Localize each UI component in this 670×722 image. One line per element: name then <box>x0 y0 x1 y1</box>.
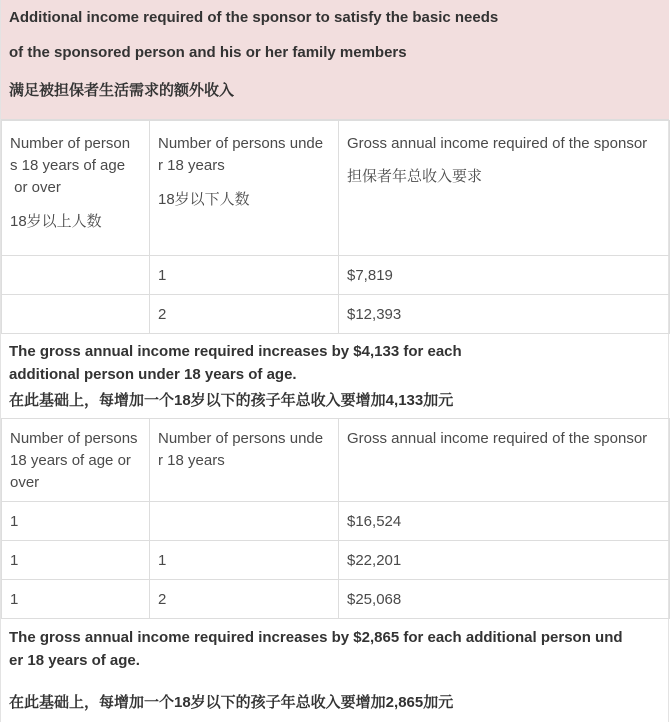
col-header-chinese: 18岁以下人数 <box>158 191 250 208</box>
table-row <box>2 502 670 541</box>
col-header-text: Gross annual income required of the sponsor <box>347 430 648 447</box>
cell-adults: 1 <box>2 580 150 619</box>
cell-income: $16,524 <box>339 502 670 541</box>
col-header-text: Number of persons unde <box>158 430 324 447</box>
note-increase-2 <box>1 618 669 722</box>
note-text: The gross annual income required increases by $4,133 for each <box>9 343 462 360</box>
col-header-text: Gross annual income required of the sponsor <box>347 135 648 152</box>
cell-adults <box>2 295 150 334</box>
cell-income: $7,819 <box>339 256 670 295</box>
col-header-text: 18 years of age or <box>10 452 131 469</box>
cell-children: 1 <box>150 256 339 295</box>
col-header-text: r 18 years <box>158 452 225 469</box>
header-title-line-1: Additional income required of the sponsor to satisfy the basic needs <box>9 9 499 26</box>
col-header-children <box>150 419 339 502</box>
col-header-chinese: 18岁以上人数 <box>10 213 102 230</box>
cell-income: $22,201 <box>339 541 670 580</box>
table-row <box>2 580 670 619</box>
table-header-row <box>2 419 670 502</box>
col-header-text: Number of person <box>10 135 131 152</box>
table-row <box>2 295 670 334</box>
col-header-adults <box>2 419 150 502</box>
note-text-chinese: 在此基础上，每增加一个18岁以下的孩子年总收入要增加4,133加元 <box>9 392 454 409</box>
col-header-text: over <box>10 474 40 491</box>
cell-children <box>150 502 339 541</box>
col-header-income <box>339 121 670 256</box>
col-header-text: r 18 years <box>158 157 225 174</box>
header-title-chinese: 满足被担保者生活需求的额外收入 <box>9 82 235 99</box>
cell-children: 2 <box>150 295 339 334</box>
income-table-2 <box>1 418 670 619</box>
col-header-adults <box>2 121 150 256</box>
note-increase-1 <box>1 333 669 419</box>
income-table-1 <box>1 120 670 334</box>
table-header-row <box>2 121 670 256</box>
note-text-chinese: 在此基础上，每增加一个18岁以下的孩子年总收入要增加2,865加元 <box>9 694 454 711</box>
cell-adults: 1 <box>2 541 150 580</box>
cell-income: $12,393 <box>339 295 670 334</box>
cell-children: 2 <box>150 580 339 619</box>
cell-adults <box>2 256 150 295</box>
cell-children: 1 <box>150 541 339 580</box>
col-header-income <box>339 419 670 502</box>
col-header-text: s 18 years of age <box>10 157 126 174</box>
cell-adults: 1 <box>2 502 150 541</box>
note-text: The gross annual income required increases by $2,865 for each additional person und <box>9 629 623 646</box>
col-header-children <box>150 121 339 256</box>
note-text: er 18 years of age. <box>9 652 140 669</box>
col-header-chinese: 担保者年总收入要求 <box>347 168 483 185</box>
col-header-text: Number of persons unde <box>158 135 324 152</box>
col-header-text: or over <box>10 179 61 196</box>
col-header-text: Number of persons <box>10 430 138 447</box>
header-title-line-2: of the sponsored person and his or her family members <box>9 44 407 61</box>
table-row <box>2 256 670 295</box>
note-text: additional person under 18 years of age. <box>9 366 297 383</box>
cell-income: $25,068 <box>339 580 670 619</box>
table-row <box>2 541 670 580</box>
section-header <box>1 0 669 120</box>
